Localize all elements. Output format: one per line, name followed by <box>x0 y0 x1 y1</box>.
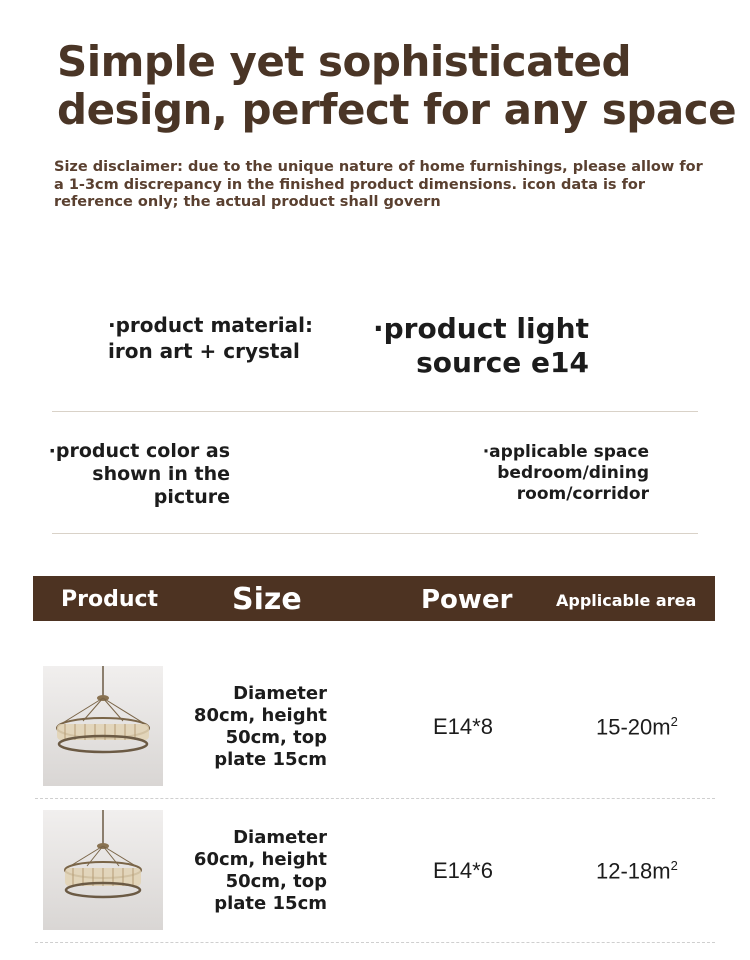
size-line: 50cm, top <box>225 727 327 748</box>
power-value: E14*6 <box>433 858 493 883</box>
table-header <box>33 576 715 621</box>
area-superscript: 2 <box>670 858 678 873</box>
area-value <box>596 714 678 740</box>
size-line: Diameter <box>233 827 327 848</box>
power-value: E14*8 <box>433 714 493 739</box>
table-row <box>33 658 715 798</box>
size-line: Diameter <box>233 683 327 704</box>
spec-color-line-1: ·product color as <box>48 440 230 462</box>
headline-line-1: Simple yet sophisticated <box>57 37 632 86</box>
headline <box>57 38 736 134</box>
spec-color-line-2: shown in the <box>92 463 230 485</box>
crystal-chandelier-image <box>43 666 163 786</box>
spec-product-material <box>108 312 313 364</box>
size-text <box>167 827 327 915</box>
header-size: Size <box>232 582 302 617</box>
size-line: plate 15cm <box>214 893 327 914</box>
spec-material-line-1: ·product material: <box>108 313 313 337</box>
area-value <box>596 858 678 884</box>
size-line: plate 15cm <box>214 749 327 770</box>
spec-applicable-space <box>470 442 649 505</box>
spec-light-line-2: source e14 <box>416 346 589 379</box>
headline-line-2: design, perfect for any space <box>57 85 737 134</box>
header-applicable-area: Applicable area <box>556 591 697 610</box>
chandelier-icon <box>43 666 163 786</box>
area-number: 15-20m <box>596 714 671 740</box>
header-product: Product <box>61 587 159 612</box>
divider-rule <box>52 411 698 412</box>
size-line: 50cm, top <box>225 871 327 892</box>
crystal-chandelier-image <box>43 810 163 930</box>
spec-space-line-2: bedroom/dining <box>497 463 649 483</box>
spec-space-line-1: ·applicable space <box>482 442 649 462</box>
table-row <box>33 802 715 942</box>
divider-rule <box>52 533 698 534</box>
spec-space-line-3: room/corridor <box>516 484 649 504</box>
spec-color-line-3: picture <box>153 486 230 508</box>
spec-light-source <box>373 312 589 380</box>
spec-light-line-1: ·product light <box>373 312 589 345</box>
size-line: 60cm, height <box>193 849 327 870</box>
size-line: 80cm, height <box>193 705 327 726</box>
header-power: Power <box>421 585 513 615</box>
chandelier-icon <box>43 810 163 930</box>
size-disclaimer: Size disclaimer: due to the unique nature of home furnishings, please allow for a 1-3cm discrepancy in the finished product dimensions. icon data is for reference only; the actual product shall govern <box>54 159 703 210</box>
row-divider <box>35 942 715 943</box>
area-superscript: 2 <box>670 714 678 729</box>
size-text <box>167 683 327 771</box>
spec-product-color <box>48 440 230 509</box>
row-divider <box>35 798 715 799</box>
area-number: 12-18m <box>596 858 671 884</box>
spec-material-line-2: iron art + crystal <box>108 339 300 363</box>
